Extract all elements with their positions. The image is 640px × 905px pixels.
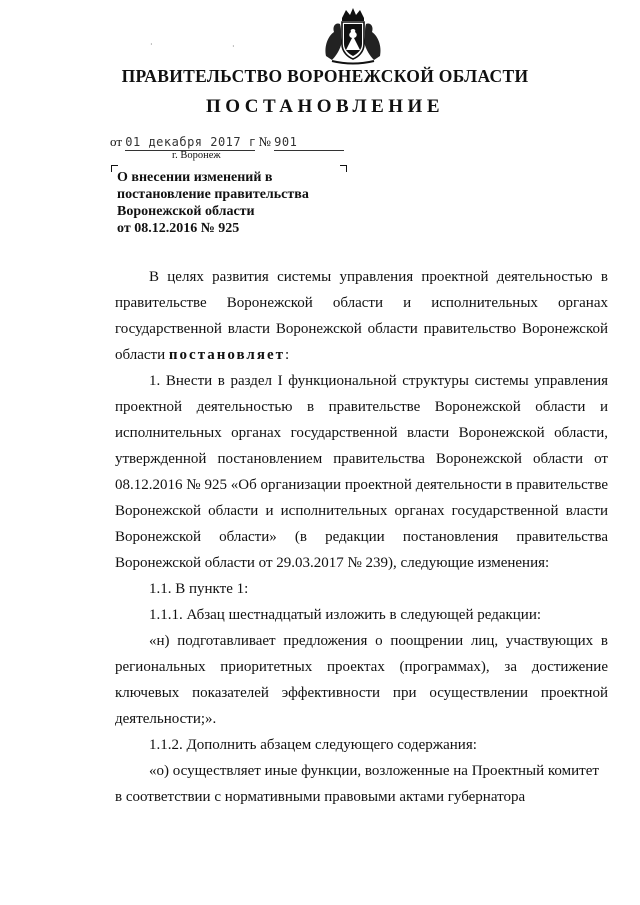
clause-1-1-paragraph: 1.1. В пункте 1:: [149, 581, 249, 597]
city-label: г. Воронеж: [172, 150, 221, 161]
clause-1-paragraph: 1. Внести в раздел I функциональной структуры системы управления проектной деятельностью в правительстве Воронежской области и исполнительных органах государственной власти Воронежской области, утвержденной постановлением правительства Воронежской области от 08.12.2016 № 925 «Об организации проектной деятельности в правительстве Воронежской области и исполнительных органах государственной власти Воронежской области» (в редакции постановления правительства Воронежской области от 29.03.2017 № 239), следующие изменения:: [115, 373, 608, 571]
clause-n-paragraph: «н) подготавливает предложения о поощрении лиц, участвующих в региональных приоритетных проектах (программах), за достижение ключевых показателей эффективности при осуществлении проектной деятельности;».: [115, 633, 608, 727]
subject-line: от 08.12.2016 № 925: [117, 221, 240, 236]
from-label: от: [110, 134, 123, 149]
clause-o-line: «о) осуществляет иные функции, возложенные на Проектный комитет: [149, 763, 599, 779]
clause-o-line: в соответствии с нормативными правовыми актами губернатора: [115, 789, 526, 805]
scan-speck: ·: [150, 40, 153, 49]
document-type-title: ПОСТАНОВЛЕНИЕ: [205, 96, 445, 117]
date-field: [125, 134, 255, 151]
number-value: 901: [274, 135, 298, 149]
subject-line: постановление правительства: [117, 187, 309, 202]
subject-line: О внесении изменений в: [117, 170, 273, 185]
document-body: [115, 264, 608, 810]
scan-speck: ·: [232, 42, 235, 51]
coat-of-arms-icon: [322, 6, 384, 66]
document-subject: [117, 169, 357, 237]
clause-1-1-2-paragraph: 1.1.2. Дополнить абзацем следующего содержания:: [149, 737, 477, 753]
preamble-paragraph: [115, 264, 608, 368]
date-number-line: [110, 134, 344, 151]
preamble-text: В целях развития системы управления проектной деятельностью в правительстве Воронежской области и исполнительных органах государственной власти Воронежской области правительство Воронежской области: [115, 269, 608, 363]
clause-1-1-1-paragraph: 1.1.1. Абзац шестнадцатый изложить в следующей редакции:: [149, 607, 542, 623]
resolve-keyword: постановляет: [168, 347, 285, 363]
government-name: ПРАВИТЕЛЬСТВО ВОРОНЕЖСКОЙ ОБЛАСТИ: [121, 66, 529, 86]
number-label: №: [258, 134, 271, 149]
number-field: [274, 134, 344, 151]
preamble-end: :: [285, 347, 290, 363]
date-value: 01 декабря 2017 г: [125, 135, 257, 149]
subject-line: Воронежской области: [117, 204, 255, 219]
